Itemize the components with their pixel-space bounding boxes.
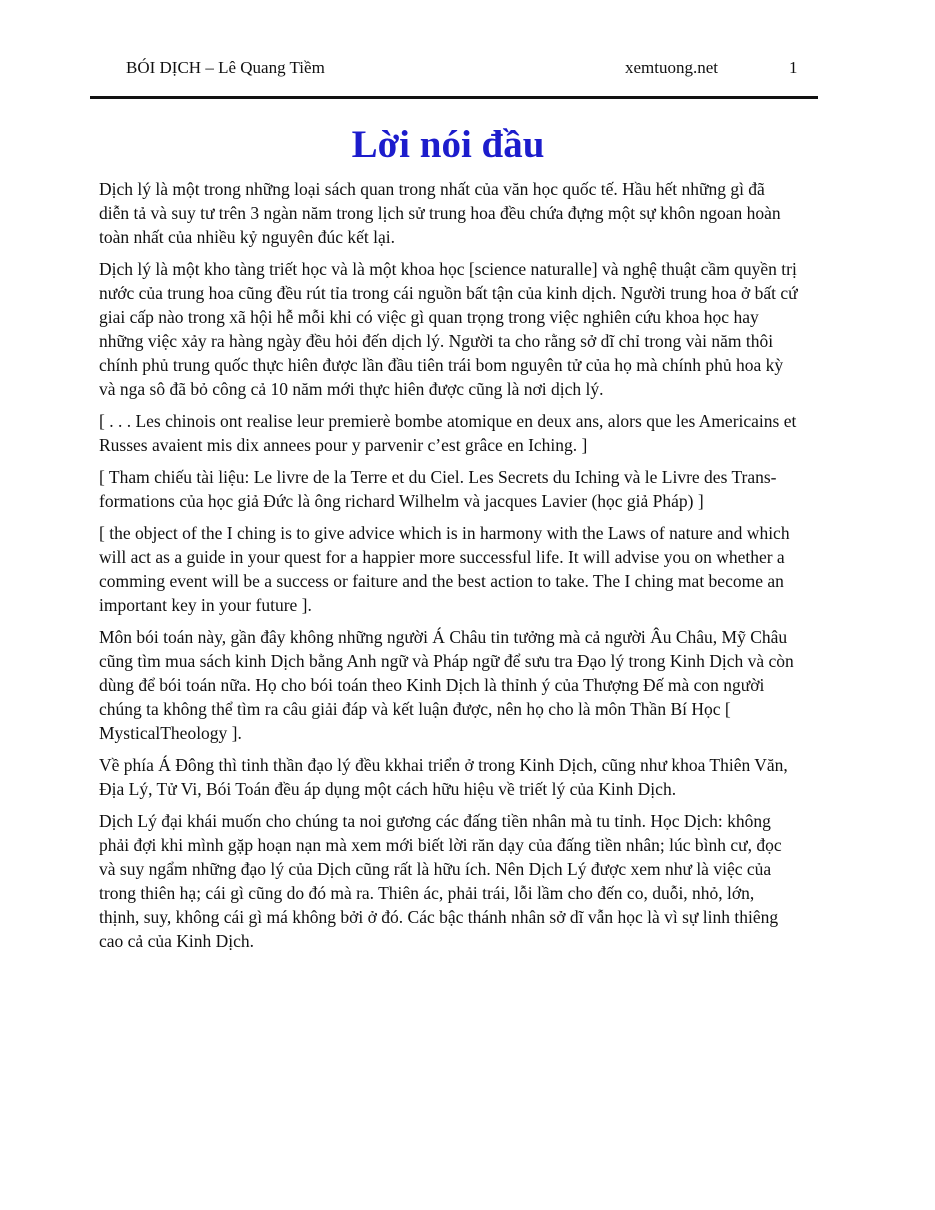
header-page-number: 1 (789, 58, 798, 77)
page-header (90, 56, 818, 99)
paragraph: [ Tham chiếu tài liệu: Le livre de la Terre et du Ciel. Les Secrets du Iching và le Livre des Trans-formations của học giả Đức là ông richard Wilhelm và jacques Lavier (học giả Pháp) ] (99, 467, 777, 511)
paragraph: Về phía Á Đông thì tinh thần đạo lý đều kkhai triển ở trong Kinh Dịch, cũng như khoa Thiên Văn, Địa Lý, Tử Vi, Bói Toán đều áp dụng một cách hữu hiệu về triết lý của Kinh Dịch. (99, 755, 788, 799)
paragraph: Dịch lý là một kho tàng triết học và là một khoa học [science naturalle] và nghệ thuật cầm quyền trị nước của trung hoa cũng đều rút tỉa trong cái nguồn bất tận của kinh dịch. Người trung hoa ở bất cứ giai cấp nào trong xã hội hễ mỗi khi có việc gì quan trọng trong việc nghiên cứu khoa học hay những việc xảy ra hàng ngày đều hỏi đến dịch lý. Người ta cho rằng sở dĩ chỉ trong vài năm thôi chính phủ trung quốc thực hiên được lần đầu tiên trái bom nguyên tử của họ mà chính phủ hoa kỳ và nga sô đã bỏ công cả 10 năm mới thực hiên được cũng là nơi dịch lý. (99, 259, 798, 399)
paragraph: Dịch lý là một trong những loại sách quan trong nhất của văn học quốc tế. Hầu hết những gì đã diễn tả và suy tư trên 3 ngàn năm trong lịch sử trung hoa đều chứa đựng một sự khôn ngoan hoàn toàn nhất của nhiều kỷ nguyên đúc kết lại. (99, 179, 781, 247)
paragraph: [ the object of the I ching is to give advice which is in harmony with the Laws of nature and which will act as a guide in your quest for a happier more successful life. It will advise you on whether a comming event will be a success or faiture and the best action to take. The I ching mat become an important key in your future ]. (99, 523, 790, 615)
paragraph: [ . . . Les chinois ont realise leur premierè bombe atomique en deux ans, alors que les Americains et Russes avaient mis dix annees pour y parvenir c’est grâce en Iching. ] (99, 411, 797, 455)
header-book-title: BÓI DỊCH – Lê Quang Tiềm (126, 58, 325, 77)
body-text (99, 177, 799, 961)
paragraph: Dịch Lý đại khái muốn cho chúng ta noi gương các đấng tiền nhân mà tu tỉnh. Học Dịch: không phải đợi khi mình gặp hoạn nạn mà xem mới biết lời răn dạy của đấng tiền nhân; lúc bình cư, đọc và suy ngẩm những đạo lý của Dịch cũng rất là hữu ích. Nên Dịch Lý được xem như là việc của trong thiên hạ; cái gì cũng do đó mà ra. Thiên ác, phải trái, lỗi lầm cho đến co, duỗi, nhỏ, lớn, thịnh, suy, không cái gì má không bởi ở đó. Các bậc thánh nhân sở dĩ vẫn học là vì sự linh thiêng cao cả của Kinh Dịch. (99, 811, 782, 951)
paragraph: Môn bói toán này, gần đây không những người Á Châu tin tưởng mà cả người Âu Châu, Mỹ Châu cũng tìm mua sách kinh Dịch bằng Anh ngữ và Pháp ngữ để sưu tra Đạo lý trong Kinh Dịch và còn dùng để bói toán nữa. Họ cho bói toán theo Kinh Dịch là thỉnh ý của Thượng Đế mà con người chúng ta không thể tìm ra câu giải đáp và kết luận được, nên họ cho là môn Thần Bí Học [ MysticalTheology ]. (99, 627, 794, 743)
header-site: xemtuong.net (625, 58, 719, 77)
page-title: Lời nói đầu (351, 123, 545, 166)
